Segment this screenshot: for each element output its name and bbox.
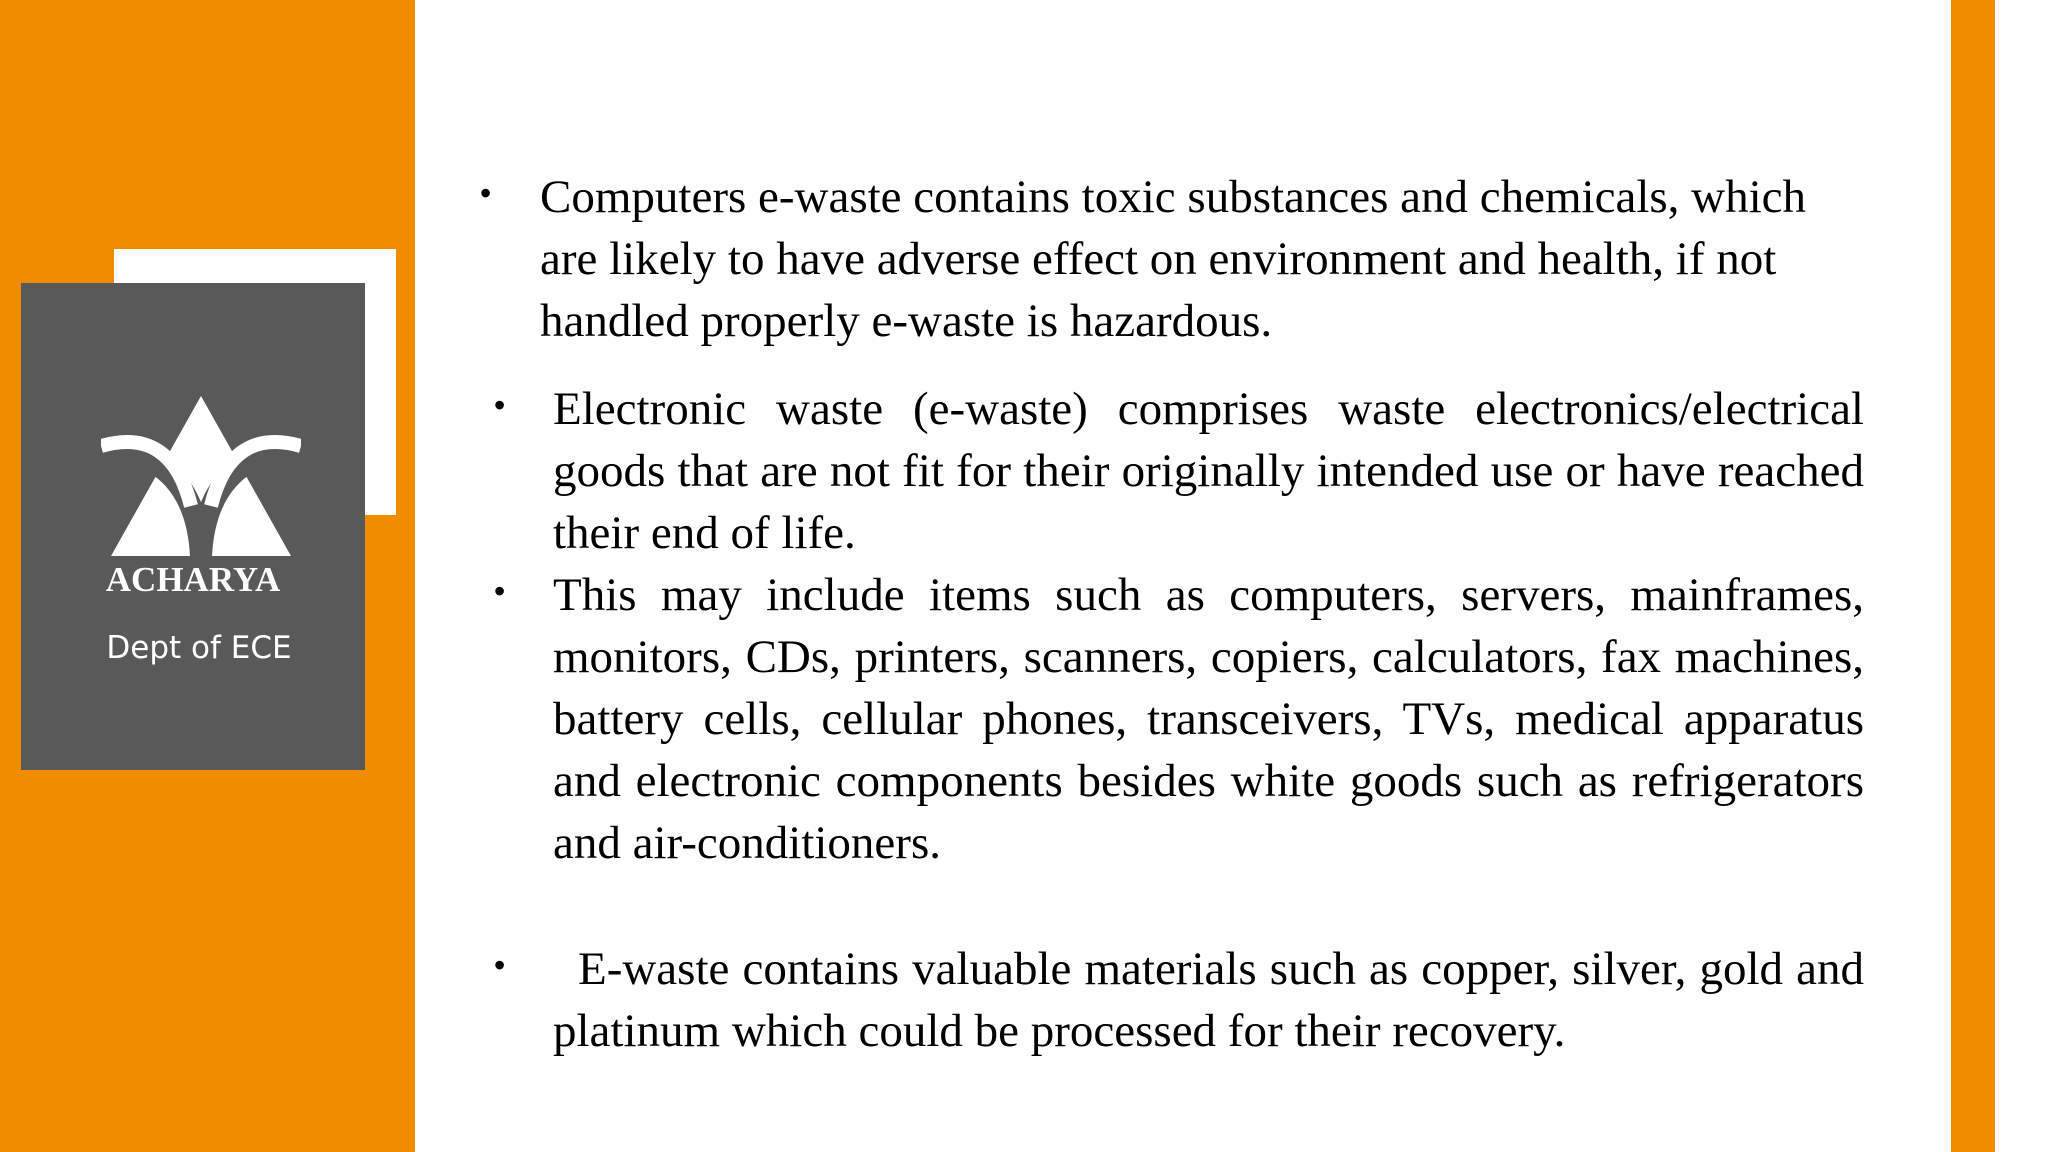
bullet-dot-icon: • bbox=[480, 175, 492, 211]
bullet-dot-icon: • bbox=[494, 387, 506, 423]
bullet-text: This may include items such as computers, servers, mainframes, monitors, CDs, printers, scanners, copiers, calculators, fax machines, battery cells, cellular phones, transceivers, TVs, medical apparatus and electronic components besides white goods such as refrigerators and air-conditioners. bbox=[553, 569, 1864, 869]
acharya-logo-icon bbox=[101, 396, 301, 576]
logo-name: ACHARYA bbox=[105, 560, 281, 599]
bullet-text: Electronic waste (e-waste) comprises waste electronics/electrical goods that are not fit for their originally intended use or have reached their end of life. bbox=[553, 383, 1864, 559]
bullet-text: Computers e-waste contains toxic substances and chemicals, which are likely to have adverse effect on environment and health, if not handled properly e-waste is hazardous. bbox=[540, 171, 1807, 347]
bullet-dot-icon: • bbox=[494, 573, 506, 609]
dept-label: Dept of ECE bbox=[106, 630, 292, 666]
right-accent-band bbox=[1951, 0, 1995, 1152]
logo-panel bbox=[21, 283, 365, 770]
bullet-text: E-waste contains valuable materials such as copper, silver, gold and platinum which could be processed for their recovery. bbox=[553, 943, 1864, 1057]
bullet-dot-icon: • bbox=[494, 947, 506, 983]
